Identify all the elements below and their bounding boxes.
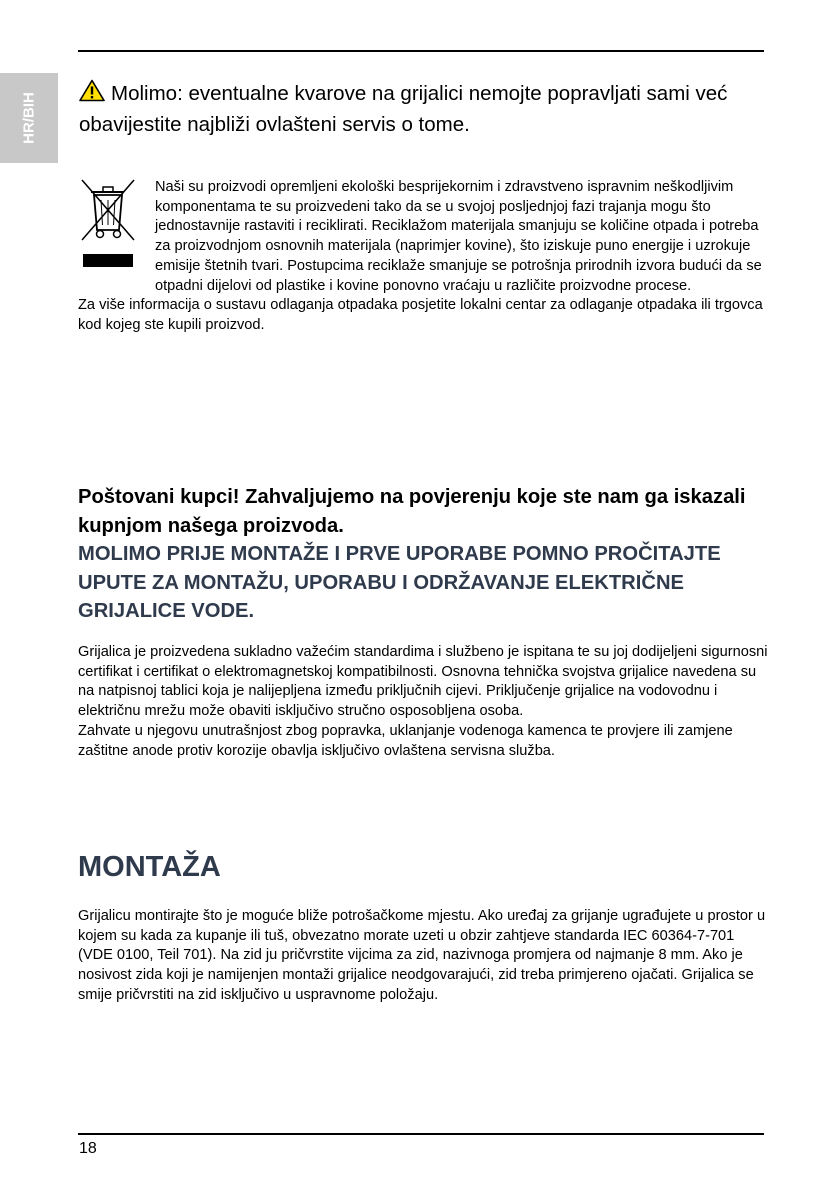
recycling-paragraph: Naši su proizvodi opremljeni ekološki besprijekornim i zdravstveno ispravnim neškodljivim komponentama te su proizvedeni tako da se u svojoj posljednjoj fazi trajanja mogu što jednostavnije rastaviti i reciklirati. Reciklažom materijala smanjuju se količine otpada i potreba za proizvodnjom osnovnih materijala (naprimjer kovine), što iziskuje puno energije i uzrokuje emisije štetnih tvari. Postupcima reciklaže smanjuje se potrošnja prirodnih izvora budući da se otpadni dijelovi od plastike i kovine ponovno vraćaju u različite proizvodne procese. <box>155 179 762 294</box>
instruction-heading: MOLIMO PRIJE MONTAŽE I PRVE UPORABE POMNO PROČITAJTE UPUTE ZA MONTAŽU, UPORABU I ODRŽAVANJE ELEKTRIČNE GRIJALICE VODE. <box>78 543 721 622</box>
warning-notice <box>79 78 769 140</box>
header-rule <box>78 50 764 52</box>
montaza-paragraph: Grijalicu montirajte što je moguće bliže potrošačkome mjestu. Ako uređaj za grijanje ugrađujete u prostor u kojem su kada za kupanje ili tuš, obvezatno morate uzeti u obzir zahtjeve standarda IEC 60364-7-701 (VDE 0100, Teil 701). Na zid ju pričvrstite vijcima za zid, nazivnoga promjera od najmanje 8 mm. Ako je nosivost zida koji je namijenjen montaži grijalice neodgovarajući, zid treba primjereno ojačati. Grijalica se smije pričvrstiti na zid isključivo u uspravnome položaju. <box>78 908 766 1003</box>
language-tab <box>0 73 58 163</box>
footer-rule <box>78 1133 764 1135</box>
icon-spacer <box>78 178 155 277</box>
recycling-section <box>78 178 766 336</box>
general-paragraph: Grijalica je proizvedena sukladno važećim standardima i službeno je ispitana te su joj dodijeljeni sigurnosni certifikat i certifikat o elektromagnetskoj kompatibilnosti. Osnovna tehnička svojstva grijalice navedena su na natpisnoj tablici koja je nalijepljena između priključnih cijevi. Priključenje grijalice na vodovodnu i električnu mrežu može obaviti isključivo stručno osposobljena osoba. <box>78 644 768 720</box>
intro-section <box>78 483 768 626</box>
language-tab-label: HR/BIH <box>20 92 38 144</box>
montaza-section <box>78 907 768 1006</box>
thanks-heading: Poštovani kupci! Zahvaljujemo na povjerenju koje ste nam ga iskazali kupnjom našega proizvoda. <box>78 486 746 537</box>
general-section <box>78 643 768 761</box>
recycling-info-paragraph: Za više informacija o sustavu odlaganja otpadaka posjetite lokalni centar za odlaganje otpadaka ili trgovca kod kojeg ste kupili proizvod. <box>78 297 763 333</box>
montaza-heading: MONTAŽA <box>78 851 221 883</box>
page-number: 18 <box>79 1140 97 1157</box>
service-paragraph: Zahvate u njegovu unutrašnjost zbog popravka, uklanjanje vodenoga kamenca te provjere ili zamjene zaštitne anode protiv korozije obavlja isključivo ovlaštena servisna služba. <box>78 722 733 759</box>
warning-text: Molimo: eventualne kvarove na grijalici nemojte popravljati sami već obavijestite najbliži ovlašteni servis o tome. <box>79 82 728 136</box>
warning-triangle-icon <box>79 79 105 102</box>
